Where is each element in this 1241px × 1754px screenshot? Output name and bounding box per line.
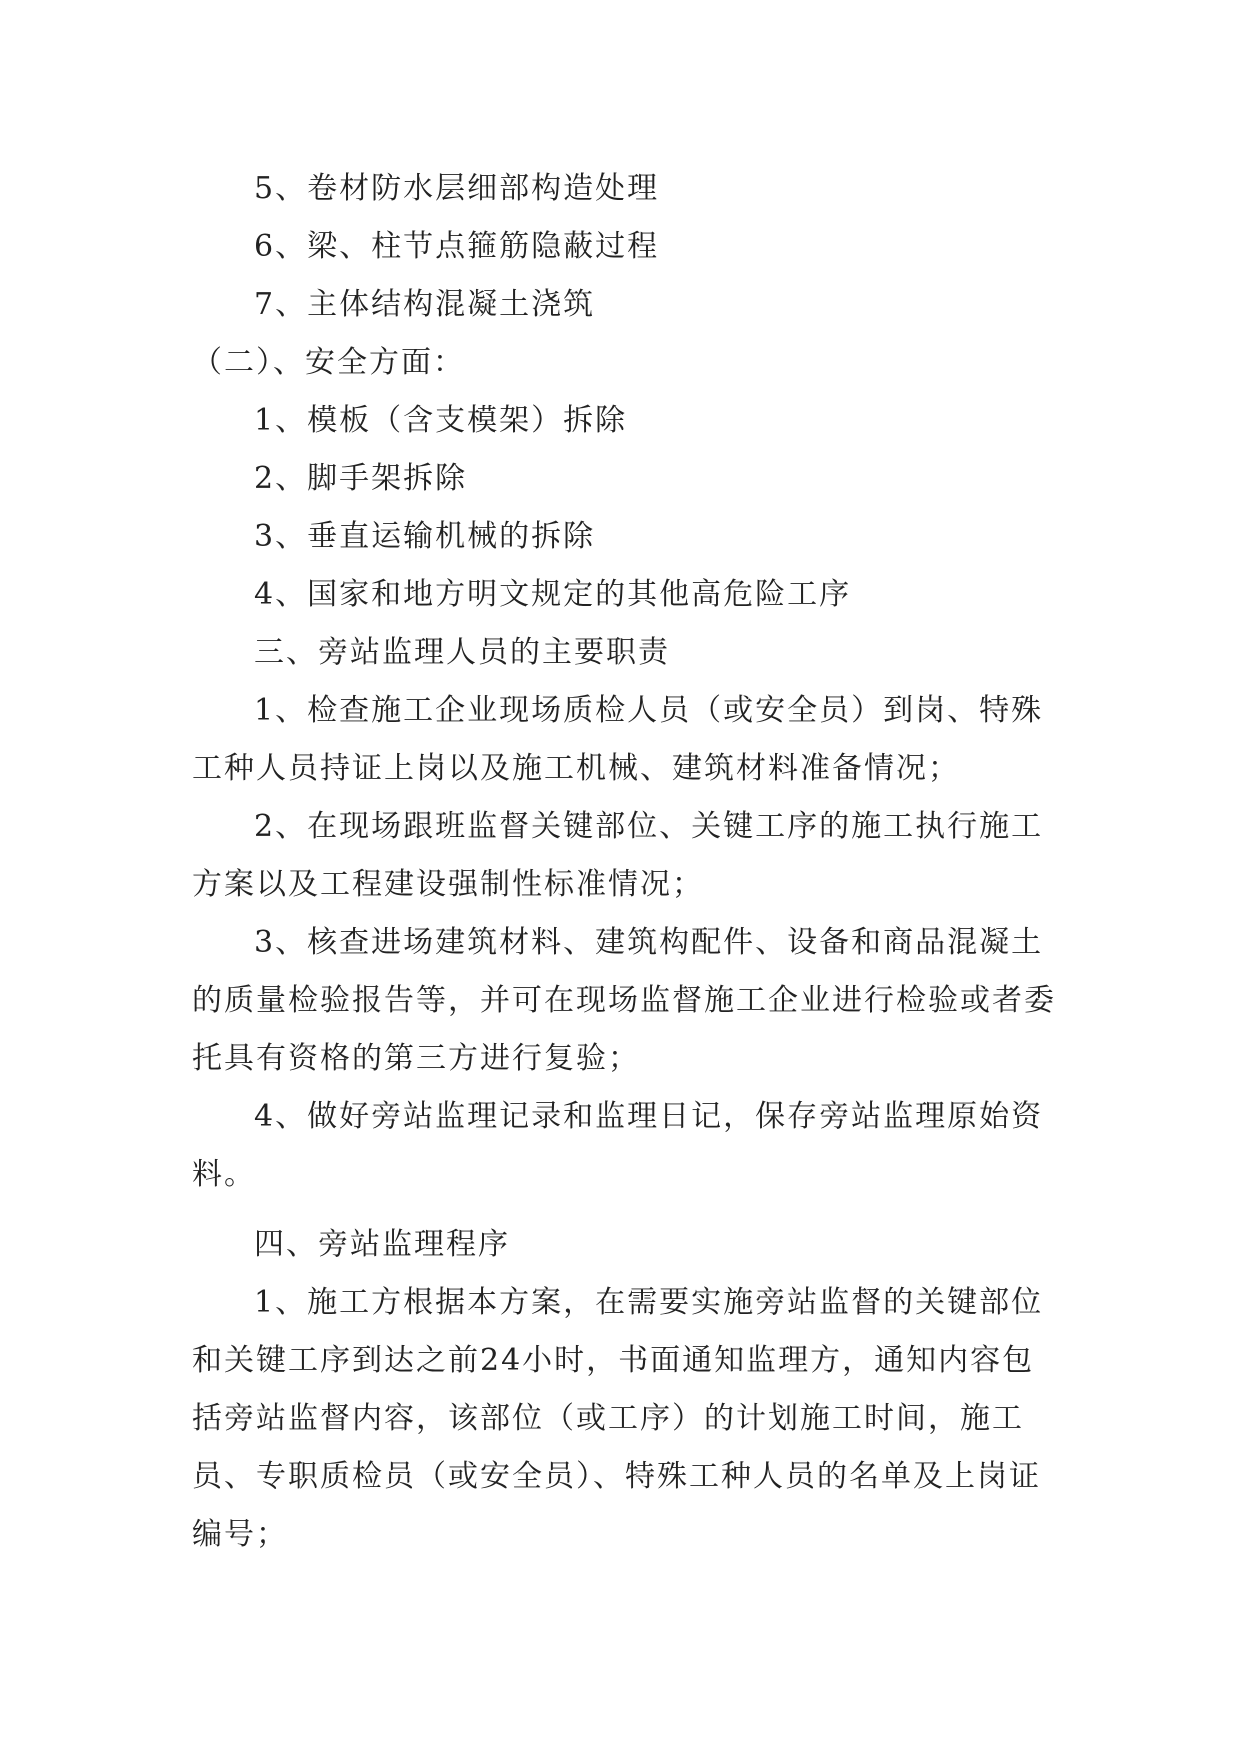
quality-item-5: 5、卷材防水层细部构造处理 <box>254 171 660 206</box>
duty-item-1: 1、检查施工企业现场质检人员（或安全员）到岗、特殊工种人员持证上岗以及施工机械、建筑材料准备情况； <box>192 693 1044 786</box>
procedure-item-1: 1、施工方根据本方案，在需要实施旁站监督的关键部位和关键工序到达之前24小时，书面通知监理方，通知内容包括旁站监督内容，该部位（或工序）的计划施工时间，施工员、专职质检员（或安全员）、特殊工种人员的名单及上岗证编号； <box>192 1285 1044 1552</box>
duty-item-2: 2、在现场跟班监督关键部位、关键工序的施工执行施工方案以及工程建设强制性标准情况； <box>192 809 1044 902</box>
safety-item-2: 2、脚手架拆除 <box>254 461 468 496</box>
document-body <box>192 160 1062 1564</box>
safety-item-4: 4、国家和地方明文规定的其他高危险工序 <box>254 577 852 612</box>
duty-item-4: 4、做好旁站监理记录和监理日记，保存旁站监理原始资料。 <box>192 1099 1044 1192</box>
section-four-heading: 四、旁站监理程序 <box>254 1227 510 1262</box>
duty-item-3: 3、核查进场建筑材料、建筑构配件、设备和商品混凝土的质量检验报告等，并可在现场监督施工企业进行检验或者委托具有资格的第三方进行复验； <box>192 925 1056 1076</box>
section-three-heading: 三、旁站监理人员的主要职责 <box>254 635 670 670</box>
safety-item-3: 3、垂直运输机械的拆除 <box>254 519 596 554</box>
quality-item-7: 7、主体结构混凝土浇筑 <box>254 287 596 322</box>
safety-heading: （二）、安全方面： <box>192 345 465 380</box>
safety-item-1: 1、模板（含支模架）拆除 <box>254 403 628 438</box>
quality-item-6: 6、梁、柱节点箍筋隐蔽过程 <box>254 229 660 264</box>
